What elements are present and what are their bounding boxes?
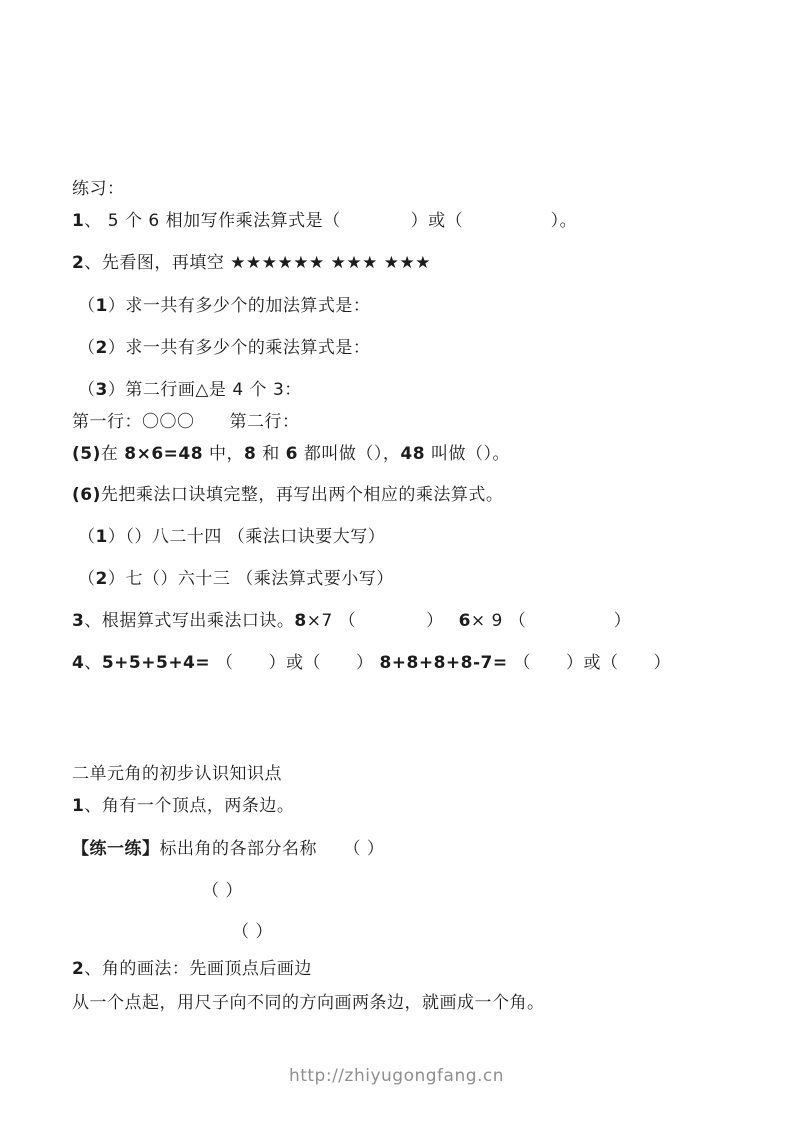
q2-sub1-addition (78, 295, 370, 317)
q2-stars-prompt (72, 252, 431, 274)
q6-kouju-intro-seg-0: (6) (72, 485, 101, 505)
q4-addition-to-multiplication-seg-5: （ ）或（ ） (507, 653, 672, 673)
q1-multiplication-fill (72, 210, 577, 232)
q4-addition-to-multiplication-seg-1: 、 (84, 653, 102, 673)
q3-write-kouju-seg-5: × 9 （ ） (470, 611, 632, 631)
q5-factors-product-seg-8: 48 (400, 444, 426, 464)
q2-row1-row2 (72, 411, 300, 433)
q2-sub1-addition-seg-2: ）求一共有多少个的加法算式是： (107, 296, 371, 316)
q5-factors-product-seg-7: 都叫做（）， (298, 444, 401, 464)
q2-sub1-addition-seg-0: （ (78, 296, 96, 316)
q6-sub1 (78, 526, 385, 548)
q3-write-kouju-seg-3: ×7 （ ） (306, 611, 459, 631)
q2-sub2-multiplication (78, 337, 370, 359)
q1-multiplication-fill-seg-1: 、 5 个 6 相加写作乘法算式是（ ）或（ ）。 (84, 211, 578, 231)
q4-addition-to-multiplication-seg-0: 4 (72, 653, 85, 673)
unit2-practice-label-seg-1: 标出角的各部分名称 （ ） (159, 839, 385, 859)
q3-write-kouju (72, 610, 631, 632)
q2-stars-prompt-seg-0: 2 (72, 253, 85, 273)
q6-sub2 (78, 568, 394, 590)
q2-sub3-draw-triangles (78, 379, 302, 401)
unit2-point1-seg-0: 1 (72, 796, 85, 816)
q5-factors-product-seg-5: 和 (256, 444, 286, 464)
angle-blank-1 (202, 880, 243, 902)
q5-factors-product-seg-3: 中， (203, 444, 244, 464)
q2-sub3-draw-triangles-seg-0: （ (78, 380, 96, 400)
q6-sub1-seg-0: （ (78, 527, 96, 547)
q2-stars-prompt-seg-1: 、先看图，再填空 ★★★★★★ ★★★ ★★★ (84, 253, 431, 273)
unit2-heading (72, 763, 282, 785)
q6-kouju-intro (72, 484, 503, 506)
q6-sub2-seg-0: （ (78, 569, 96, 589)
unit2-point1-seg-1: 、角有一个顶点，两条边。 (84, 796, 295, 816)
practice-heading-seg-0: 练习： (72, 179, 125, 199)
q6-kouju-intro-seg-1: 先把乘法口诀填完整，再写出两个相应的乘法算式。 (100, 485, 504, 505)
angle-blank-1-seg-0: （ ） (202, 881, 243, 901)
unit2-heading-seg-0: 二单元角的初步认识知识点 (72, 764, 282, 784)
practice-heading (72, 178, 125, 200)
unit2-point2-seg-1: 、角的画法：先画顶点后画边 (84, 959, 312, 979)
q4-addition-to-multiplication-seg-3: （ ）或（ ） (210, 653, 380, 673)
q5-factors-product (72, 443, 510, 465)
q4-addition-to-multiplication (72, 652, 671, 674)
q1-multiplication-fill-seg-0: 1 (72, 211, 85, 231)
unit2-point2-note-seg-0: 从一个点起，用尺子向不同的方向画两条边，就画成一个角。 (72, 993, 545, 1013)
q2-sub2-multiplication-seg-2: ）求一共有多少个的乘法算式是： (107, 338, 371, 358)
q6-sub1-seg-2: ）（）八二十四 （乘法口诀要大写） (107, 527, 386, 547)
q2-sub2-multiplication-seg-0: （ (78, 338, 96, 358)
angle-blank-2 (232, 921, 273, 943)
q5-factors-product-seg-1: 在 (100, 444, 125, 464)
angle-blank-2-seg-0: （ ） (232, 922, 273, 942)
q4-addition-to-multiplication-seg-2: 5+5+5+4= (101, 653, 211, 673)
unit2-point1 (72, 795, 294, 817)
q2-row1-row2-seg-0: 第一行：〇〇〇 第二行： (72, 412, 300, 432)
q3-write-kouju-seg-2: 8 (294, 611, 307, 631)
unit2-point2-seg-0: 2 (72, 959, 85, 979)
unit2-practice-label (72, 838, 384, 860)
q3-write-kouju-seg-0: 3 (72, 611, 85, 631)
q6-sub1-seg-1: 1 (95, 527, 108, 547)
q5-factors-product-seg-4: 8 (244, 444, 257, 464)
q4-addition-to-multiplication-seg-4: 8+8+8+8-7= (379, 653, 508, 673)
q5-factors-product-seg-6: 6 (285, 444, 298, 464)
footer-url: http://zhiyugongfang.cn (288, 1066, 505, 1086)
unit2-point2-note (72, 992, 545, 1014)
q3-write-kouju-seg-1: 、根据算式写出乘法口诀。 (84, 611, 295, 631)
q6-sub2-seg-2: ）七（）六十三 （乘法算式要小写） (107, 569, 394, 589)
unit2-point2 (72, 958, 312, 980)
q5-factors-product-seg-9: 叫做（）。 (425, 444, 510, 464)
q5-factors-product-seg-0: (5) (72, 444, 101, 464)
q2-sub3-draw-triangles-seg-2: ）第二行画△是 4 个 3： (107, 380, 302, 400)
q2-sub3-draw-triangles-seg-1: 3 (95, 380, 108, 400)
q6-sub2-seg-1: 2 (95, 569, 108, 589)
q5-factors-product-seg-2: 8×6=48 (124, 444, 204, 464)
q2-sub1-addition-seg-1: 1 (95, 296, 108, 316)
q3-write-kouju-seg-4: 6 (458, 611, 471, 631)
q2-sub2-multiplication-seg-1: 2 (95, 338, 108, 358)
unit2-practice-label-seg-0: 【练一练】 (72, 839, 160, 859)
